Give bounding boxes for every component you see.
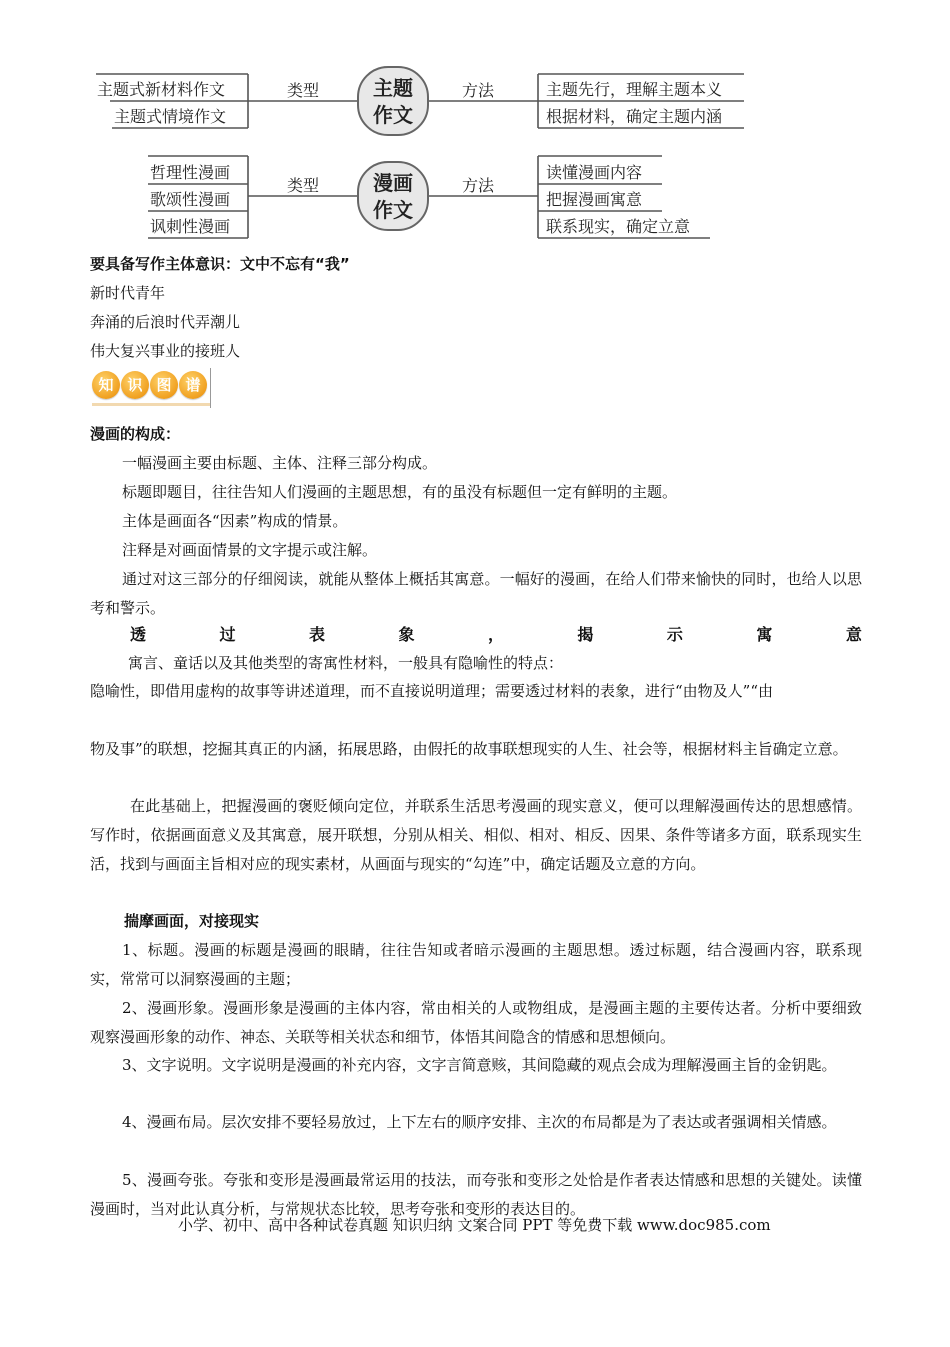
diagram2-type-label: 类型 (287, 176, 320, 195)
diagram2-center-line2: 作文 (373, 198, 413, 222)
heading-char: 示 (666, 625, 683, 644)
diagram1-center-line1: 主题 (373, 76, 413, 100)
diagram1-type-label: 类型 (287, 81, 320, 100)
diagram2-method-item-1: 读懂漫画内容 (546, 163, 643, 182)
diagram1-type-item-1: 主题式新材料作文 (97, 80, 226, 99)
badge-char-2: 识 (121, 371, 149, 399)
diagram2-type-item-2: 歌颂性漫画 (150, 190, 231, 209)
diagram2-type-item-1: 哲理性漫画 (150, 163, 231, 182)
badge-char-1: 知 (92, 371, 120, 399)
intro-line-3: 伟大复兴事业的接班人 (90, 342, 241, 360)
badge-char-4: 谱 (179, 371, 207, 399)
diagram1-center-line2: 作文 (373, 103, 413, 127)
section3-item-1: 1、标题。漫画的标题是漫画的眼睛，往往告知或者暗示漫画的主题思想。透过标题，结合漫画内容，联系现实，常常可以洞察漫画的主题； (90, 941, 862, 988)
diagram2-type-item-3: 讽刺性漫画 (150, 217, 231, 236)
intro-heading: 要具备写作主体意识：文中不忘有“我” (90, 255, 350, 273)
diagram1-type-item-2: 主题式情境作文 (114, 107, 227, 126)
footer-text: 小学、初中、高中各种试卷真题 知识归纳 文案合同 PPT 等免费下载 www.doc985.com (178, 1216, 771, 1234)
badge-divider (210, 368, 211, 408)
heading-char: ， (487, 625, 504, 644)
diagram2-method-item-3: 联系现实，确定立意 (546, 217, 691, 236)
section2-p3: 在此基础上，把握漫画的褒贬倾向定位，并联系生活思考漫画的现实意义，便可以理解漫画传达的思想感情。写作时，依据画面意义及其寓意，展开联想，分别从相关、相似、相对、相反、因果、条件等诸多方面，联系现实生活，找到与画面主旨相对应的现实素材，从画面与现实的“勾连”中，确定话题及立意的方向。 (90, 797, 862, 873)
heading-char: 寓 (756, 625, 773, 644)
diagram2-method-item-2: 把握漫画寓意 (546, 190, 643, 209)
section1-heading: 漫画的构成： (90, 425, 181, 443)
diagram2-method-label: 方法 (462, 176, 495, 195)
section2-p2b: 物及事”的联想，挖掘其真正的内涵，拓展思路，由假托的故事联想现实的人生、社会等，根据材料主旨确定立意。 (90, 740, 848, 758)
section1-p1: 一幅漫画主要由标题、主体、注释三部分构成。 (122, 454, 438, 472)
diagram1-method-item-1: 主题先行，理解主题本义 (546, 80, 723, 99)
section1-p5: 通过对这三部分的仔细阅读，就能从整体上概括其寓意。一幅好的漫画，在给人们带来愉快的同时，也给人以思考和警示。 (90, 570, 862, 617)
diagram2-center-line1: 漫画 (373, 171, 413, 195)
section2-heading (90, 620, 862, 649)
badge-underline (92, 403, 210, 406)
diagram1-method-item-2: 根据材料，确定主题内涵 (546, 107, 723, 126)
heading-char: 揭 (577, 625, 594, 644)
knowledge-map-badge (92, 368, 210, 408)
section3-item-2: 2、漫画形象。漫画形象是漫画的主体内容，常由相关的人或物组成，是漫画主题的主要传达者。分析中要细致观察漫画形象的动作、神态、关联等相关状态和细节，体悟其间隐含的情感和思想倾向。 (90, 999, 862, 1046)
badge-char-3: 图 (150, 371, 178, 399)
section3-item-3: 3、文字说明。文字说明是漫画的补充内容，文字言简意赅，其间隐藏的观点会成为理解漫画主旨的金钥匙。 (122, 1056, 837, 1074)
section1-p2: 标题即题目，往往告知人们漫画的主题思想，有的虽没有标题但一定有鲜明的主题。 (122, 483, 678, 501)
section2-p1: 寓言、童话以及其他类型的寄寓性材料，一般具有隐喻性的特点： (128, 654, 564, 672)
section2-p2a: 隐喻性，即借用虚构的故事等讲述道理，而不直接说明道理；需要透过材料的表象，进行“由物及人”“由 (90, 682, 774, 700)
heading-char: 表 (308, 625, 325, 644)
section1-p3: 主体是画面各“因素”构成的情景。 (122, 512, 348, 530)
heading-char: 透 (130, 625, 147, 644)
heading-char: 过 (219, 625, 236, 644)
intro-line-2: 奔涌的后浪时代弄潮儿 (90, 313, 241, 331)
section3-item-4: 4、漫画布局。层次安排不要轻易放过，上下左右的顺序安排、主次的布局都是为了表达或者强调相关情感。 (122, 1113, 837, 1131)
heading-char: 象 (398, 625, 415, 644)
heading-char: 意 (845, 625, 862, 644)
section3-heading: 揣摩画面，对接现实 (124, 912, 260, 930)
section3-item-5: 5、漫画夸张。夸张和变形是漫画最常运用的技法，而夸张和变形之处恰是作者表达情感和思想的关键处。读懂漫画时，当对此认真分析，与常规状态比较，思考夸张和变形的表达目的。 (90, 1171, 862, 1218)
section1-p4: 注释是对画面情景的文字提示或注解。 (122, 541, 378, 559)
intro-line-1: 新时代青年 (90, 284, 166, 302)
diagram1-method-label: 方法 (462, 81, 495, 100)
